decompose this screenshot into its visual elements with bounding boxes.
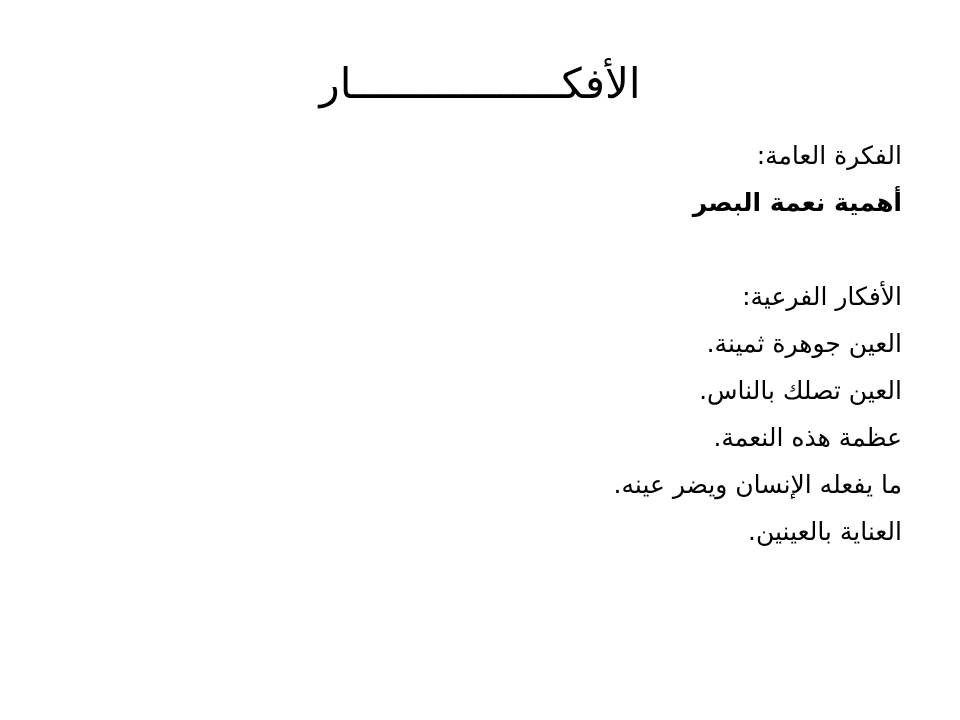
slide-title: الأفكـــــــــــــــــار [319, 59, 641, 108]
sub-idea-item: العين تصلك بالناس. [699, 376, 902, 405]
slide-content [82, 132, 902, 555]
general-idea: أهمية نعمة البصر [692, 188, 902, 217]
sub-idea-item: العين جوهرة ثمينة. [706, 329, 902, 358]
general-idea-label: الفكرة العامة: [756, 141, 902, 170]
sub-ideas-label: الأفكار الفرعية: [742, 282, 902, 311]
sub-idea-item: ما يفعله الإنسان ويضر عينه. [613, 470, 902, 499]
sub-idea-item: عظمة هذه النعمة. [713, 423, 902, 452]
sub-idea-item: العناية بالعينين. [748, 517, 902, 546]
spacer [82, 226, 902, 273]
